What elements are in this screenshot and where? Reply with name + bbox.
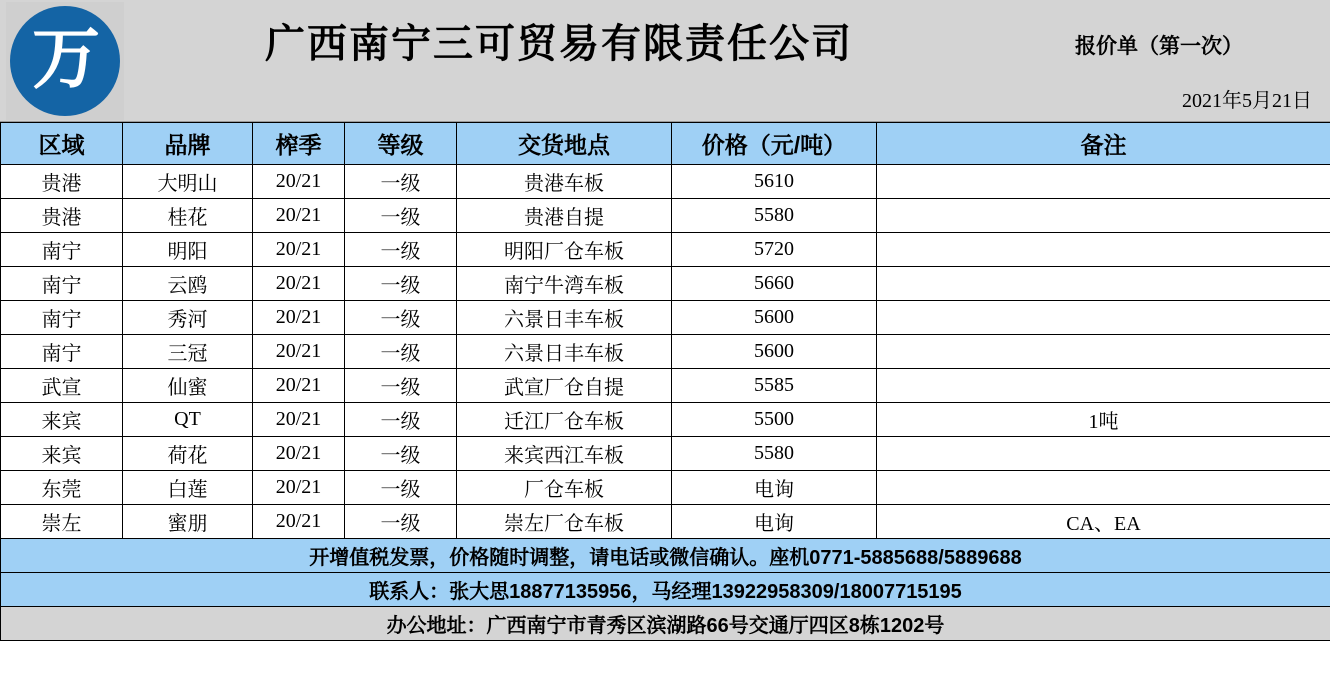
cell-note <box>877 301 1330 335</box>
cell-note <box>877 335 1330 369</box>
cell-region: 南宁 <box>1 301 123 335</box>
quotation-date: 2021年5月21日 <box>1182 90 1312 112</box>
column-header-brand: 品牌 <box>123 123 253 165</box>
cell-brand: 云鸥 <box>123 267 253 301</box>
cell-grade: 一级 <box>345 301 457 335</box>
column-header-grade: 等级 <box>345 123 457 165</box>
cell-price: 5585 <box>672 369 877 403</box>
cell-note <box>877 471 1330 505</box>
price-table <box>0 122 1330 641</box>
cell-region: 武宣 <box>1 369 123 403</box>
cell-season: 20/21 <box>253 505 345 539</box>
cell-season: 20/21 <box>253 165 345 199</box>
cell-grade: 一级 <box>345 267 457 301</box>
cell-note <box>877 437 1330 471</box>
logo-glyph: 万 <box>31 21 98 97</box>
table-row <box>1 403 1330 437</box>
column-header-price: 价格（元/吨） <box>672 123 877 165</box>
cell-brand: 仙蜜 <box>123 369 253 403</box>
cell-delivery-place: 六景日丰车板 <box>457 335 672 369</box>
column-header-note: 备注 <box>877 123 1330 165</box>
column-header-delivery-place: 交货地点 <box>457 123 672 165</box>
table-row <box>1 301 1330 335</box>
cell-brand: 白莲 <box>123 471 253 505</box>
cell-delivery-place: 南宁牛湾车板 <box>457 267 672 301</box>
cell-note: CA、EA <box>877 505 1330 539</box>
cell-price: 电询 <box>672 471 877 505</box>
cell-region: 南宁 <box>1 335 123 369</box>
cell-delivery-place: 厂仓车板 <box>457 471 672 505</box>
quotation-label: 报价单（第一次） <box>1075 35 1243 58</box>
cell-price: 5660 <box>672 267 877 301</box>
table-row <box>1 369 1330 403</box>
cell-note <box>877 267 1330 301</box>
cell-brand: 三冠 <box>123 335 253 369</box>
cell-note: 1吨 <box>877 403 1330 437</box>
table-header-row <box>1 123 1330 165</box>
cell-delivery-place: 六景日丰车板 <box>457 301 672 335</box>
cell-region: 贵港 <box>1 165 123 199</box>
cell-grade: 一级 <box>345 505 457 539</box>
cell-note <box>877 233 1330 267</box>
cell-grade: 一级 <box>345 369 457 403</box>
cell-region: 南宁 <box>1 233 123 267</box>
cell-season: 20/21 <box>253 471 345 505</box>
cell-season: 20/21 <box>253 437 345 471</box>
company-title: 广西南宁三可贸易有限责任公司 <box>265 22 853 66</box>
column-header-region: 区域 <box>1 123 123 165</box>
cell-brand: 秀河 <box>123 301 253 335</box>
company-logo-icon <box>10 6 120 116</box>
cell-delivery-place: 明阳厂仓车板 <box>457 233 672 267</box>
table-row <box>1 267 1330 301</box>
cell-note <box>877 199 1330 233</box>
cell-region: 来宾 <box>1 403 123 437</box>
cell-brand: 明阳 <box>123 233 253 267</box>
cell-price: 电询 <box>672 505 877 539</box>
document-header <box>0 0 1330 122</box>
cell-delivery-place: 贵港自提 <box>457 199 672 233</box>
cell-delivery-place: 来宾西江车板 <box>457 437 672 471</box>
table-row <box>1 233 1330 267</box>
column-header-season: 榨季 <box>253 123 345 165</box>
office-address: 办公地址：广西南宁市青秀区滨湖路66号交通厅四区8栋1202号 <box>1 607 1330 641</box>
table-row <box>1 165 1330 199</box>
cell-brand: 荷花 <box>123 437 253 471</box>
table-row <box>1 505 1330 539</box>
table-row <box>1 437 1330 471</box>
cell-grade: 一级 <box>345 471 457 505</box>
cell-price: 5580 <box>672 199 877 233</box>
cell-price: 5610 <box>672 165 877 199</box>
cell-price: 5580 <box>672 437 877 471</box>
table-row <box>1 471 1330 505</box>
cell-region: 东莞 <box>1 471 123 505</box>
cell-grade: 一级 <box>345 403 457 437</box>
contact-note-row <box>1 573 1330 607</box>
cell-price: 5600 <box>672 335 877 369</box>
cell-season: 20/21 <box>253 199 345 233</box>
cell-note <box>877 165 1330 199</box>
cell-delivery-place: 武宣厂仓自提 <box>457 369 672 403</box>
cell-region: 来宾 <box>1 437 123 471</box>
cell-season: 20/21 <box>253 301 345 335</box>
cell-season: 20/21 <box>253 335 345 369</box>
price-table-body <box>1 165 1330 641</box>
cell-grade: 一级 <box>345 233 457 267</box>
cell-price: 5720 <box>672 233 877 267</box>
cell-delivery-place: 崇左厂仓车板 <box>457 505 672 539</box>
logo-container <box>6 2 124 120</box>
cell-grade: 一级 <box>345 335 457 369</box>
cell-region: 贵港 <box>1 199 123 233</box>
cell-region: 南宁 <box>1 267 123 301</box>
cell-season: 20/21 <box>253 233 345 267</box>
cell-brand: QT <box>123 403 253 437</box>
cell-brand: 大明山 <box>123 165 253 199</box>
cell-season: 20/21 <box>253 267 345 301</box>
cell-note <box>877 369 1330 403</box>
invoice-note-row <box>1 539 1330 573</box>
cell-price: 5500 <box>672 403 877 437</box>
cell-price: 5600 <box>672 301 877 335</box>
cell-delivery-place: 迁江厂仓车板 <box>457 403 672 437</box>
cell-grade: 一级 <box>345 165 457 199</box>
cell-grade: 一级 <box>345 199 457 233</box>
contact-note: 联系人：张大思18877135956，马经理13922958309/18007715195 <box>1 573 1330 607</box>
invoice-note: 开增值税发票，价格随时调整，请电话或微信确认。座机0771-5885688/5889688 <box>1 539 1330 573</box>
cell-grade: 一级 <box>345 437 457 471</box>
cell-season: 20/21 <box>253 369 345 403</box>
cell-season: 20/21 <box>253 403 345 437</box>
address-row <box>1 607 1330 641</box>
cell-region: 崇左 <box>1 505 123 539</box>
table-row <box>1 335 1330 369</box>
cell-brand: 蜜朋 <box>123 505 253 539</box>
cell-delivery-place: 贵港车板 <box>457 165 672 199</box>
table-row <box>1 199 1330 233</box>
cell-brand: 桂花 <box>123 199 253 233</box>
